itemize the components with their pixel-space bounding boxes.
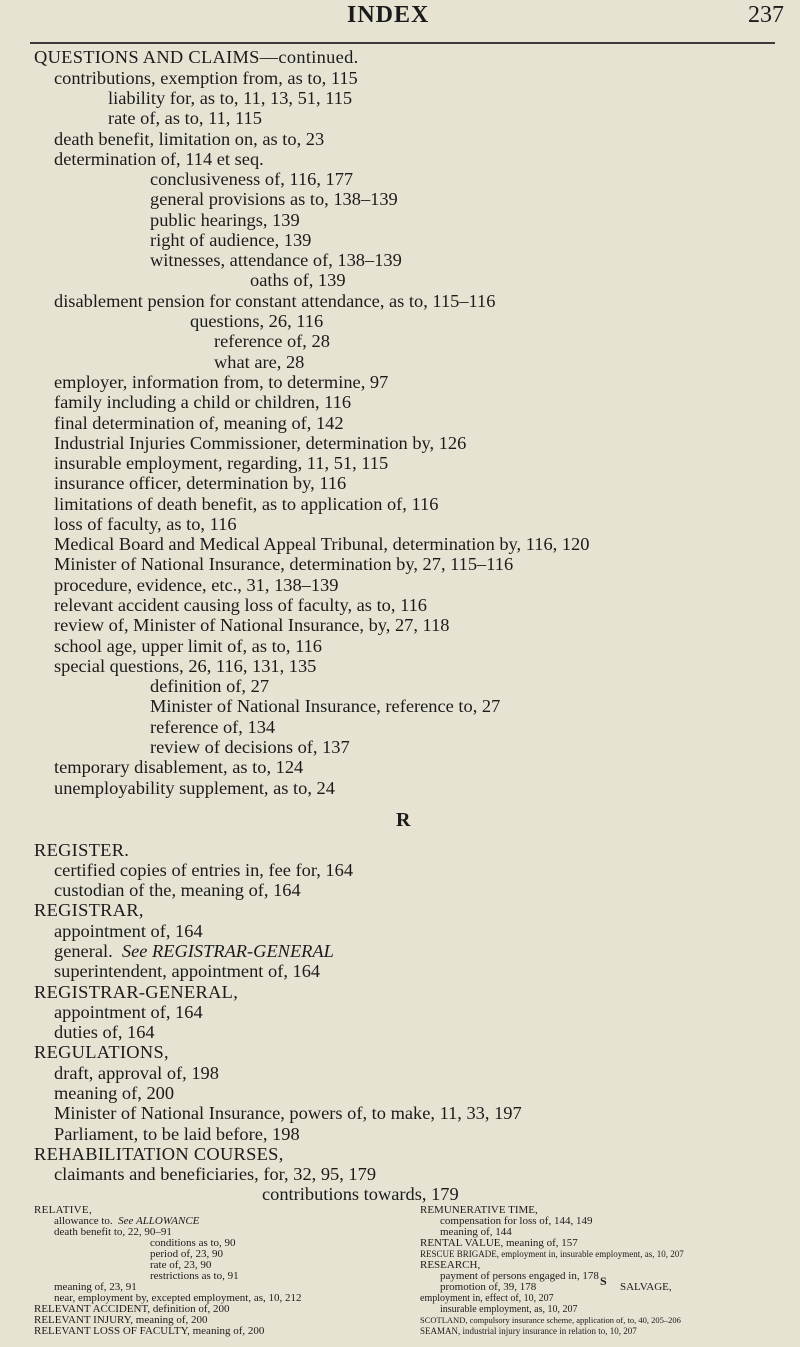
entry-heading: RELEVANT INJURY, meaning of, 200: [34, 1314, 208, 1326]
entry-line: meaning of, 200: [54, 1083, 175, 1103]
entry-line: loss of faculty, as to, 116: [54, 514, 237, 534]
entry-line: school age, upper limit of, as to, 116: [54, 636, 322, 656]
entry-line: procedure, evidence, etc., 31, 138–139: [54, 575, 339, 595]
entry-line: conclusiveness of, 116, 177: [150, 169, 354, 189]
entry-line: limitations of death benefit, as to application of, 116: [54, 494, 439, 514]
entry-line: rate of, 23, 90: [150, 1259, 212, 1271]
entry-heading: RELATIVE,: [34, 1204, 92, 1216]
entry-line: right of audience, 139: [150, 230, 312, 250]
entry-line: meaning of, 144: [440, 1226, 512, 1238]
entry-line: appointment of, 164: [54, 921, 203, 941]
entry-line: restrictions as to, 91: [150, 1270, 239, 1282]
entry-line: witnesses, attendance of, 138–139: [150, 250, 402, 270]
entry-line: rate of, as to, 11, 115: [108, 108, 262, 128]
entry-line: Industrial Injuries Commissioner, determination by, 126: [54, 433, 467, 453]
entry-heading: REHABILITATION COURSES,: [34, 1144, 284, 1164]
entry-heading: RESCUE BRIGADE, employment in, insurable employment, as, 10, 207: [420, 1249, 684, 1259]
entry-heading: REMUNERATIVE TIME,: [420, 1204, 538, 1216]
entry-line: draft, approval of, 198: [54, 1063, 219, 1083]
entry-heading: REGULATIONS,: [34, 1042, 169, 1062]
entry-line: near, employment by, excepted employment, as, 10, 212: [54, 1292, 302, 1304]
entry-heading: REGISTRAR,: [34, 900, 144, 920]
entry-line: meaning of, 23, 91: [54, 1281, 137, 1293]
entry-line: Minister of National Insurance, powers of, to make, 11, 33, 197: [54, 1103, 522, 1123]
entry-line: allowance to. See ALLOWANCE: [54, 1215, 200, 1227]
entry-heading: SEAMAN, industrial injury insurance in relation to, 10, 207: [420, 1326, 637, 1336]
entry-line: payment of persons engaged in, 178: [440, 1270, 599, 1282]
entry-line: special questions, 26, 116, 131, 135: [54, 656, 317, 676]
entry-heading: QUESTIONS AND CLAIMS—continued.: [34, 47, 359, 67]
entry-line: Minister of National Insurance, determination by, 27, 115–116: [54, 554, 514, 574]
entry-line: general. See REGISTRAR-GENERAL: [54, 941, 334, 961]
entry-line: employment in, effect of, 10, 207: [420, 1293, 554, 1304]
entry-line: review of decisions of, 137: [150, 737, 350, 757]
entry-line: insurable employment, regarding, 11, 51, 115: [54, 453, 389, 473]
entry-heading: SALVAGE,: [620, 1281, 672, 1293]
entry-line: Parliament, to be laid before, 198: [54, 1124, 300, 1144]
entry-line: unemployability supplement, as to, 24: [54, 778, 335, 798]
entry-line: oaths of, 139: [250, 270, 346, 290]
entry-line: custodian of the, meaning of, 164: [54, 880, 301, 900]
entry-line: duties of, 164: [54, 1022, 155, 1042]
entry-line: appointment of, 164: [54, 1002, 203, 1022]
entry-line: public hearings, 139: [150, 210, 300, 230]
entry-line: insurable employment, as, 10, 207: [440, 1304, 578, 1315]
entry-line: temporary disablement, as to, 124: [54, 757, 304, 777]
entry-heading: RELEVANT LOSS OF FACULTY, meaning of, 200: [34, 1325, 265, 1337]
entry-line: questions, 26, 116: [190, 311, 324, 331]
entry-line: certified copies of entries in, fee for, 164: [54, 860, 354, 880]
entry-line: superintendent, appointment of, 164: [54, 961, 321, 981]
section-letter-s: S: [600, 1274, 607, 1288]
entry-line: insurance officer, determination by, 116: [54, 473, 347, 493]
entry-heading: RELEVANT ACCIDENT, definition of, 200: [34, 1303, 230, 1315]
entry-line: Minister of National Insurance, reference to, 27: [150, 696, 501, 716]
entry-line: contributions, exemption from, as to, 115: [54, 68, 358, 88]
index-title: INDEX: [347, 2, 430, 28]
entry-line: final determination of, meaning of, 142: [54, 413, 344, 433]
entry-line: definition of, 27: [150, 676, 270, 696]
entry-line: conditions as to, 90: [150, 1237, 236, 1249]
entry-line: Medical Board and Medical Appeal Tribunal, determination by, 116, 120: [54, 534, 590, 554]
entry-line: what are, 28: [214, 352, 305, 372]
entry-heading: RENTAL VALUE, meaning of, 157: [420, 1237, 578, 1249]
entry-line: contributions towards, 179: [262, 1184, 459, 1204]
entry-line: general provisions as to, 138–139: [150, 189, 398, 209]
entry-line: compensation for loss of, 144, 149: [440, 1215, 593, 1227]
entry-heading: RESEARCH,: [420, 1259, 481, 1271]
entry-line: reference of, 134: [150, 717, 276, 737]
cross-reference: See REGISTRAR-GENERAL: [121, 941, 334, 961]
entry-line: death benefit to, 22, 90–91: [54, 1226, 172, 1238]
entry-heading: REGISTER.: [34, 840, 130, 860]
entry-heading: REGISTRAR-GENERAL,: [34, 982, 239, 1002]
header-rule: [30, 42, 775, 44]
entry-line: liability for, as to, 11, 13, 51, 115: [108, 88, 353, 108]
entry-line: family including a child or children, 116: [54, 392, 352, 412]
entry-line: promotion of, 39, 178: [440, 1281, 537, 1293]
entry-line: relevant accident causing loss of faculty, as to, 116: [54, 595, 427, 615]
entry-line: disablement pension for constant attendance, as to, 115–116: [54, 291, 496, 311]
entry-line: employer, information from, to determine, 97: [54, 372, 389, 392]
entry-heading: SCOTLAND, compulsory insurance scheme, application of, to, 40, 205–206: [420, 1315, 681, 1325]
page-number: 237: [748, 2, 784, 28]
entry-line: death benefit, limitation on, as to, 23: [54, 129, 325, 149]
entry-line: determination of, 114 et seq.: [54, 149, 264, 169]
entry-line: reference of, 28: [214, 331, 330, 351]
entry-line: claimants and beneficiaries, for, 32, 95, 179: [54, 1164, 377, 1184]
entry-line: period of, 23, 90: [150, 1248, 224, 1260]
entry-line: review of, Minister of National Insurance, by, 27, 118: [54, 615, 450, 635]
cross-reference: See ALLOWANCE: [118, 1215, 200, 1227]
section-letter-r: R: [396, 809, 411, 831]
page-header: [0, 2, 800, 42]
